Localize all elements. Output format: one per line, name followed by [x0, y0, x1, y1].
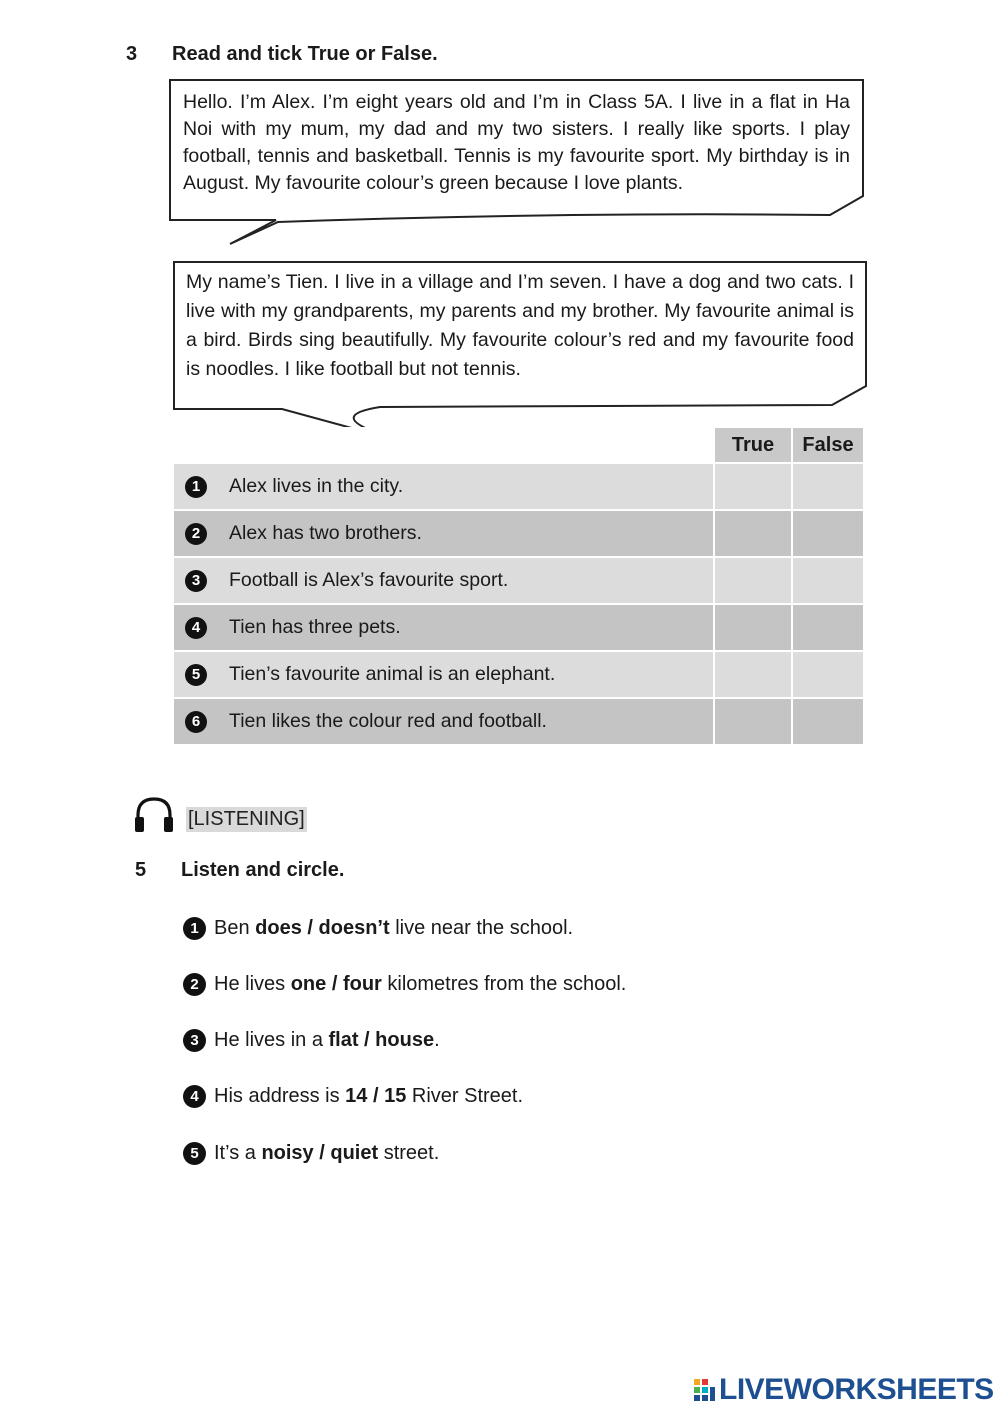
number-badge: 4	[183, 1085, 206, 1108]
list-item	[183, 1029, 440, 1052]
item-text-after: live near the school.	[389, 917, 574, 939]
statement-cell	[173, 604, 714, 651]
option-1[interactable]: 14	[345, 1085, 368, 1107]
number-badge: 5	[183, 1142, 206, 1165]
option-1[interactable]: flat	[328, 1029, 359, 1051]
false-box[interactable]	[792, 698, 864, 745]
option-2[interactable]: four	[342, 973, 382, 995]
true-box[interactable]	[714, 651, 792, 698]
tien-paragraph: My name’s Tien. I live in a village and I’m seven. I have a dog and two cats. I live with my grandparents, my parents and my brother. My favourite animal is a bird. Birds sing beautifully. My favourite colour’s red and my favourite food is noodles. I like football but not tennis.	[186, 271, 854, 380]
true-box[interactable]	[714, 463, 792, 510]
number-badge: 3	[183, 1029, 206, 1052]
exercise-5-number: 5	[135, 859, 147, 881]
option-separator: /	[367, 1085, 385, 1107]
table-row	[173, 510, 864, 557]
number-badge: 6	[185, 711, 207, 733]
number-badge: 4	[185, 617, 207, 639]
true-box[interactable]	[714, 604, 792, 651]
false-box[interactable]	[792, 651, 864, 698]
number-badge: 1	[185, 476, 207, 498]
item-text-before: Ben	[214, 917, 256, 939]
statement-text: Football is Alex’s favourite sport.	[229, 569, 509, 591]
true-false-table	[172, 426, 865, 746]
option-1[interactable]: noisy	[261, 1142, 314, 1164]
item-text-before: It’s a	[214, 1142, 262, 1164]
option-separator: /	[313, 1142, 331, 1164]
item-text-before: He lives in a	[214, 1029, 329, 1051]
header-blank	[173, 427, 714, 463]
number-badge: 1	[183, 917, 206, 940]
speech-bubbles	[0, 0, 1000, 460]
number-badge: 5	[185, 664, 207, 686]
option-2[interactable]: house	[375, 1029, 435, 1051]
table-row	[173, 698, 864, 745]
list-item	[183, 1085, 523, 1108]
list-item	[183, 917, 573, 940]
option-separator: /	[358, 1029, 376, 1051]
logo-text: LIVEWORKSHEETS	[719, 1373, 994, 1406]
list-item	[183, 1142, 439, 1165]
statement-cell	[173, 698, 714, 745]
false-box[interactable]	[792, 557, 864, 604]
statement-text: Alex has two brothers.	[229, 522, 422, 544]
item-text-before: His address is	[214, 1085, 346, 1107]
exercise-3-title: Read and tick True or False.	[172, 43, 438, 65]
number-badge: 2	[183, 973, 206, 996]
listening-label: [LISTENING]	[188, 808, 305, 830]
true-box[interactable]	[714, 557, 792, 604]
statement-text: Tien has three pets.	[229, 616, 401, 638]
headphones-icon	[133, 796, 175, 834]
true-box[interactable]	[714, 698, 792, 745]
item-text-after: .	[434, 1029, 440, 1051]
option-2[interactable]: 15	[384, 1085, 407, 1107]
table-row	[173, 557, 864, 604]
number-badge: 3	[185, 570, 207, 592]
statement-cell	[173, 510, 714, 557]
true-box[interactable]	[714, 510, 792, 557]
option-2[interactable]: quiet	[330, 1142, 379, 1164]
statement-cell	[173, 463, 714, 510]
table-header-row	[173, 427, 864, 463]
list-item	[183, 973, 626, 996]
false-box[interactable]	[792, 463, 864, 510]
logo-mark-icon	[694, 1377, 716, 1403]
item-text-after: street.	[378, 1142, 440, 1164]
exercise-5-title: Listen and circle.	[181, 859, 345, 881]
exercise-3-number: 3	[126, 43, 138, 65]
item-text-after: kilometres from the school.	[381, 973, 627, 995]
alex-paragraph: Hello. I’m Alex. I’m eight years old and I’m in Class 5A. I live in a flat in Ha Noi with my mum, my dad and my two sisters. I really like sports. I play football, tennis and basketball. Tennis is my favourite sport. My birthday is in August. My favourite colour’s green because I love plants.	[183, 91, 850, 194]
statement-text: Tien’s favourite animal is an elephant.	[229, 663, 556, 685]
number-badge: 2	[185, 523, 207, 545]
option-separator: /	[301, 917, 319, 939]
statement-cell	[173, 557, 714, 604]
table-row	[173, 463, 864, 510]
false-box[interactable]	[792, 510, 864, 557]
table-row	[173, 651, 864, 698]
liveworksheets-logo	[694, 1374, 994, 1406]
option-1[interactable]: one	[290, 973, 327, 995]
statement-cell	[173, 651, 714, 698]
table-row	[173, 604, 864, 651]
header-true: True	[714, 427, 792, 463]
statement-text: Tien likes the colour red and football.	[229, 710, 547, 732]
item-text-after: River Street.	[406, 1085, 524, 1107]
option-separator: /	[326, 973, 343, 995]
statement-text: Alex lives in the city.	[229, 475, 404, 497]
option-2[interactable]: doesn’t	[318, 917, 390, 939]
option-1[interactable]: does	[255, 917, 302, 939]
header-false: False	[792, 427, 864, 463]
item-text-before: He lives	[214, 973, 291, 995]
false-box[interactable]	[792, 604, 864, 651]
